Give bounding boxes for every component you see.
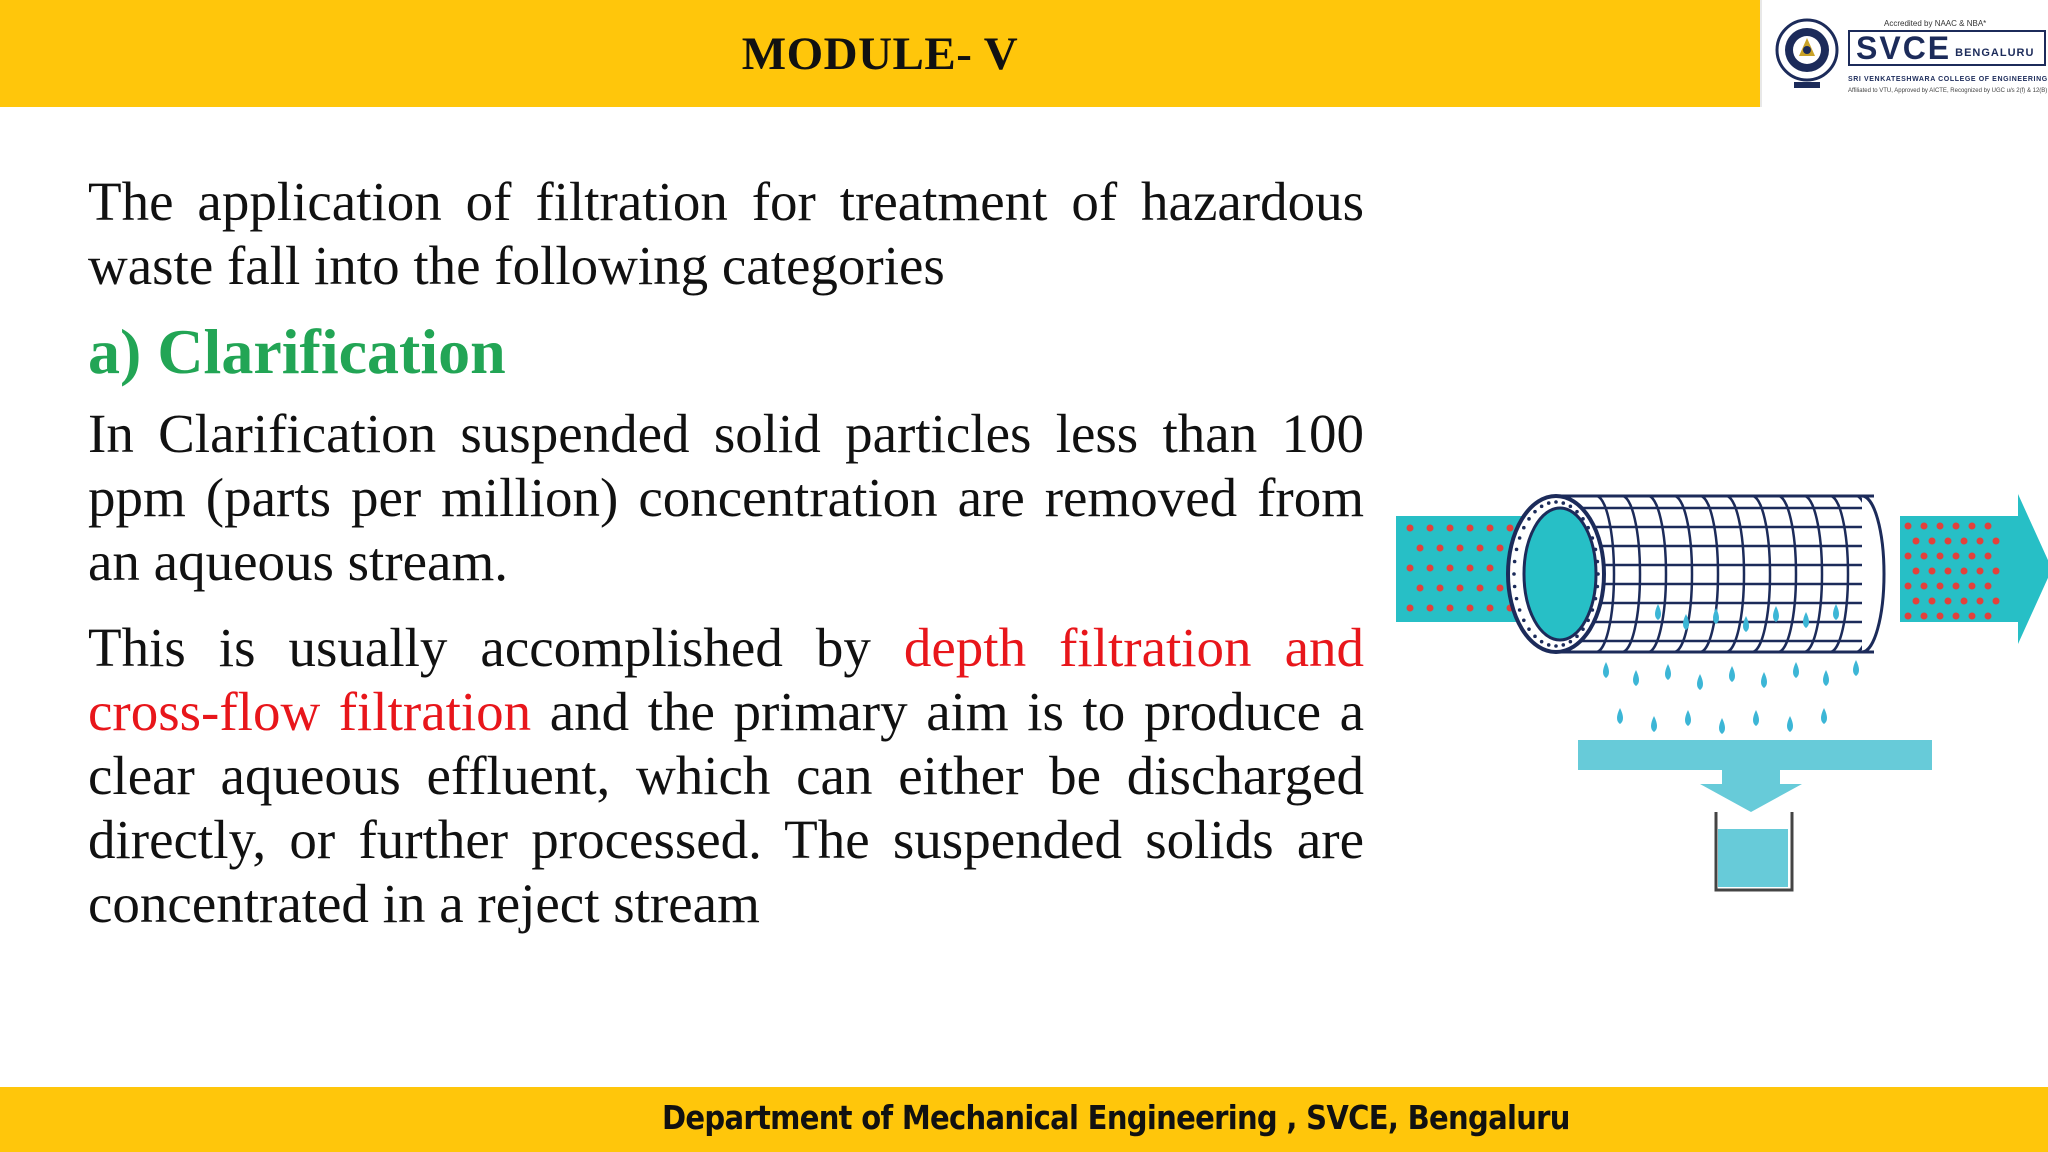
filter-dot	[1533, 510, 1537, 514]
filter-dot	[1515, 548, 1519, 552]
particle	[1985, 553, 1992, 560]
particle	[1913, 538, 1920, 545]
drop	[1665, 664, 1671, 680]
particle	[1417, 545, 1424, 552]
particle	[1969, 523, 1976, 530]
particle	[1985, 523, 1992, 530]
particle	[1913, 598, 1920, 605]
filter-dot	[1518, 608, 1522, 612]
filtration-paragraph-start: This is usually accomplished by	[88, 617, 904, 678]
particle	[1905, 583, 1912, 590]
particle	[1921, 553, 1928, 560]
particle	[1985, 583, 1992, 590]
filter-dot	[1569, 505, 1573, 509]
particle	[1993, 538, 2000, 545]
filter-dot	[1533, 635, 1537, 639]
drop	[1853, 660, 1859, 676]
cross-flow-filter-illustration	[1396, 484, 2048, 904]
filter-dot	[1522, 526, 1526, 530]
particle	[1447, 525, 1454, 532]
particle	[1921, 613, 1928, 620]
particle	[1407, 565, 1414, 572]
filtration-paragraph	[88, 616, 1364, 936]
filter-dot	[1594, 597, 1598, 601]
filtration-paragraph-end: and the primary aim is to produce a clear aqueous effluent, which can either be discharged directly, or further processed. The suspended solids are concentrated in a reject stream	[88, 681, 1364, 934]
section-heading: a) Clarification	[88, 316, 506, 387]
particle	[1487, 565, 1494, 572]
particle	[1417, 585, 1424, 592]
particle	[1953, 523, 1960, 530]
logo-affiliation: Affiliated to VTU, Approved by AICTE, Recognized by UGC u/s 2(f) & 12(B)	[1848, 88, 2048, 94]
particle	[1953, 553, 1960, 560]
filter-dot	[1594, 548, 1598, 552]
filter-dot	[1513, 560, 1517, 564]
particle	[1447, 565, 1454, 572]
particle	[1457, 585, 1464, 592]
logo-accreditation: Accredited by NAAC & NBA*	[1884, 19, 1987, 28]
particle	[1477, 545, 1484, 552]
drop	[1821, 708, 1827, 724]
filter-dot	[1561, 501, 1565, 505]
particle	[1977, 598, 1984, 605]
particle	[1977, 538, 1984, 545]
filter-dot	[1554, 644, 1558, 648]
logo-college-name: SRI VENKATESHWARA COLLEGE OF ENGINEERING	[1848, 76, 2048, 83]
filter-dot	[1591, 536, 1595, 540]
particle	[1929, 598, 1936, 605]
particle	[1945, 568, 1952, 575]
filter-dot	[1527, 517, 1531, 521]
drop	[1753, 710, 1759, 726]
particle	[1937, 583, 1944, 590]
drop	[1761, 672, 1767, 688]
drop	[1633, 670, 1639, 686]
particle	[1407, 525, 1414, 532]
particle	[1437, 545, 1444, 552]
filter-dot	[1561, 643, 1565, 647]
particle	[1985, 613, 1992, 620]
particle	[1447, 605, 1454, 612]
header-banner	[0, 0, 1760, 107]
particle	[1487, 525, 1494, 532]
filter-dot	[1547, 501, 1551, 505]
filter-dot	[1513, 585, 1517, 589]
particle	[1945, 598, 1952, 605]
filter-dot	[1596, 585, 1600, 589]
intro-paragraph: The application of filtration for treatment of hazardous waste fall into the following categories	[88, 171, 1364, 296]
particle	[1497, 545, 1504, 552]
particle	[1921, 523, 1928, 530]
filter-dot	[1540, 640, 1544, 644]
filter-dot	[1515, 597, 1519, 601]
clarification-paragraph: In Clarification suspended solid particles less than 100 ppm (parts per million) concentration are removed from an aqueous stream.	[88, 403, 1364, 592]
particle	[1993, 568, 2000, 575]
particle	[1937, 613, 1944, 620]
particle	[1945, 538, 1952, 545]
drop	[1697, 674, 1703, 690]
slide-content	[88, 170, 1364, 936]
particle	[1953, 583, 1960, 590]
particle	[1427, 605, 1434, 612]
outlet-arrow	[1900, 494, 2048, 644]
logo-wordmark-name: SVCE	[1856, 29, 1952, 66]
particle	[1969, 613, 1976, 620]
filter-dot	[1527, 627, 1531, 631]
particle	[1427, 565, 1434, 572]
particle	[1467, 565, 1474, 572]
particle	[1905, 523, 1912, 530]
filter-dot	[1547, 643, 1551, 647]
particle	[1905, 613, 1912, 620]
drop	[1793, 662, 1799, 678]
logo-wordmark	[1848, 30, 2046, 66]
particle	[1929, 568, 1936, 575]
filter-dot	[1554, 500, 1558, 504]
particle	[1427, 525, 1434, 532]
filter-tube	[1508, 496, 1884, 652]
particle	[1477, 585, 1484, 592]
particle	[1921, 583, 1928, 590]
particle	[1905, 553, 1912, 560]
particle	[1953, 613, 1960, 620]
footer-department: Department of Mechanical Engineering , SVCE, Bengaluru	[662, 1098, 1570, 1137]
filter-dot	[1581, 627, 1585, 631]
particle	[1961, 568, 1968, 575]
particle	[1993, 598, 2000, 605]
particle	[1977, 568, 1984, 575]
college-logo	[1760, 0, 2048, 107]
filter-dot	[1596, 560, 1600, 564]
filter-dot	[1575, 635, 1579, 639]
particle	[1961, 598, 1968, 605]
filter-dot	[1512, 572, 1516, 576]
drop	[1729, 666, 1735, 682]
drop	[1719, 718, 1725, 734]
drop	[1823, 670, 1829, 686]
filter-dot	[1575, 510, 1579, 514]
particle	[1913, 568, 1920, 575]
particle	[1467, 605, 1474, 612]
particle	[1969, 583, 1976, 590]
filter-dot	[1522, 618, 1526, 622]
drop	[1617, 708, 1623, 724]
filter-dot	[1581, 517, 1585, 521]
filtration-highlight: depth filtration and cross-flow filtration	[88, 617, 1364, 742]
particle	[1467, 525, 1474, 532]
filter-dot	[1518, 536, 1522, 540]
filter-dot	[1596, 572, 1600, 576]
particle	[1937, 523, 1944, 530]
filter-dot	[1586, 618, 1590, 622]
drop	[1651, 716, 1657, 732]
filter-dot	[1591, 608, 1595, 612]
particle	[1457, 545, 1464, 552]
particle	[1507, 525, 1514, 532]
logo-wordmark-city: BENGALURU	[1955, 47, 2035, 59]
filter-dot	[1540, 505, 1544, 509]
beaker-icon	[1716, 812, 1792, 890]
filter-dot	[1569, 640, 1573, 644]
particle	[1437, 585, 1444, 592]
particle	[1961, 538, 1968, 545]
drop	[1787, 716, 1793, 732]
page-title: MODULE- V	[741, 27, 1019, 80]
filter-dot	[1586, 526, 1590, 530]
particle	[1497, 585, 1504, 592]
particle	[1937, 553, 1944, 560]
particle	[1487, 605, 1494, 612]
down-arrow	[1700, 770, 1802, 812]
particle	[1969, 553, 1976, 560]
particle	[1407, 605, 1414, 612]
drop	[1685, 710, 1691, 726]
collection-tray	[1578, 740, 1932, 770]
drop	[1603, 662, 1609, 678]
particle	[1929, 538, 1936, 545]
college-seal-icon	[1772, 16, 1842, 94]
